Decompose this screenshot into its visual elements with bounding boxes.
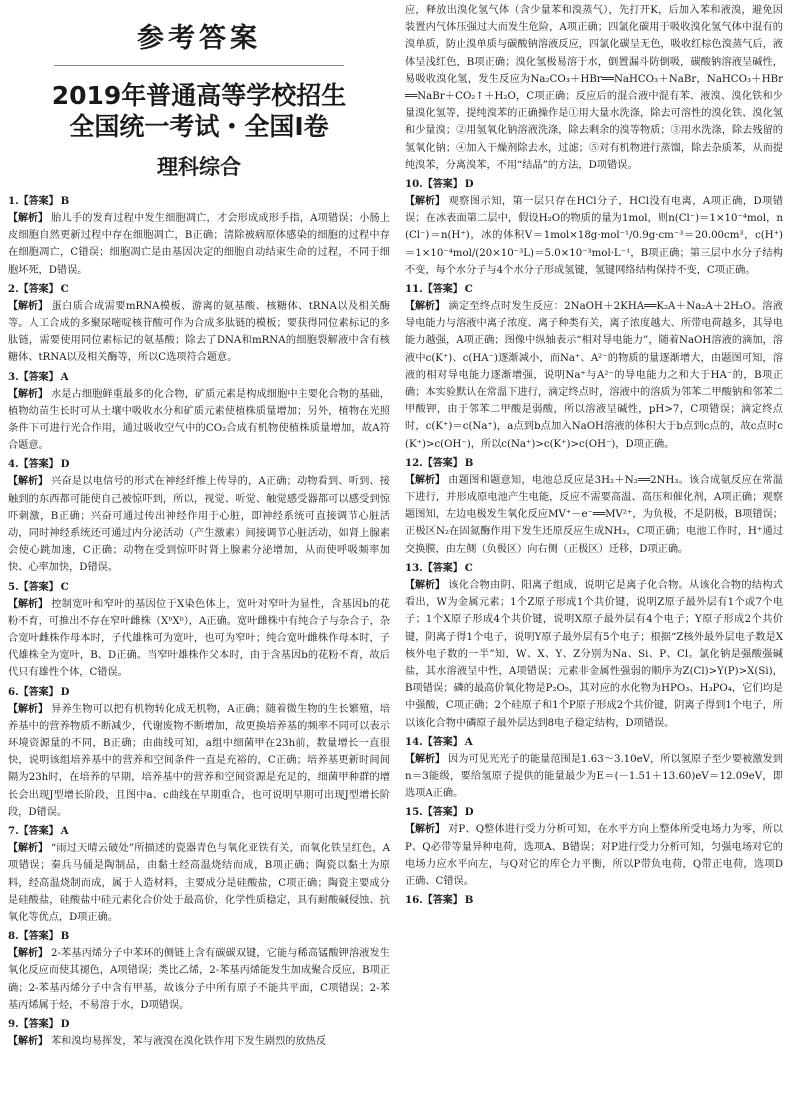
question-item [8,193,390,279]
answer-value: B [60,195,70,207]
analysis-tag: 【解析】 [8,213,48,224]
answer-line [8,928,390,945]
analysis-paragraph [8,945,390,1014]
question-number: 15. [405,806,423,819]
analysis-text: “雨过天晴云破处”所描述的瓷器青色与氧化亚铁有关，而氧化铁呈红色，A项错误；秦兵马俑是陶制品，由黏土经高温烧结而成，B项正确；陶瓷以黏土为原料，经高温烧制而成，属于人造材料，主要成分是硅酸盐，C项正确；陶瓷主要成分是硅酸盐，硅酸盐中硅元素化合价处于最高价，化学性质稳定，具有耐酸碱侵蚀、抗氧化等优点，D项正确。 [8,843,390,923]
analysis-paragraph [405,821,783,890]
analysis-paragraph [8,210,390,279]
answer-value: D [464,178,474,191]
analysis-text: 水是占细胞鲜重最多的化合物，矿质元素是构成细胞中主要化合物的基础，植物幼苗生长时可从土壤中吸收水分和矿质元素使植株质量增加；另外，植物在光照条件下可进行光合作用，通过吸收空气中的CO₂合成有机物使植株质量增加，故A符合题意。 [8,388,390,452]
answer-tag: 【答案】 [18,581,59,593]
answer-tag: 【答案】 [18,196,59,207]
analysis-tag: 【解析】 [405,579,445,591]
answer-tag: 【答案】 [18,931,59,943]
question-item [405,176,783,279]
question-number: 14. [405,735,423,748]
question-number: 12. [405,456,423,469]
analysis-text: 对P、Q整体进行受力分析可知，在水平方向上整体所受电场力为零，所以P、Q必带等量异种电荷，选项A、B错误；对P进行受力分析可知，匀强电场对它的电场力应水平向左，与Q对它的库仑力平衡，所以P带负电荷，Q带正电荷，选项D正确、C错误。 [405,824,783,887]
analysis-paragraph [405,577,783,732]
question-item [8,1016,390,1050]
answer-tag: 【答案】 [422,895,463,907]
analysis-paragraph [405,751,783,803]
analysis-text: 由题图和题意知，电池总反应是3H₂＋N₂══2NH₃。该合成氨反应在常温下进行，并形成原电池产生电能，反应不需要高温、高压和催化剂，A项正确；观察题图知，左边电极发生氧化反应MV⁺－e⁻══MV²⁺，为负极，不是阴极，B项错误；正极区N₂在固氮酶作用下发生还原反应生成NH₃，C项正确；电池工作时，H⁺通过交换膜，由左侧（负极区）向右侧（正极区）迁移，D项正确。 [405,474,783,555]
exam-subject: 理科综合 [157,155,241,179]
analysis-tag: 【解析】 [8,598,48,610]
left-column [8,6,390,1052]
analysis-text: 2-苯基丙烯分子中苯环的侧链上含有碳碳双键，它能与稀高锰酸钾溶液发生氧化反应而使其褪色，A项错误；类比乙烯，2-苯基丙烯能发生加成聚合反应，B项正确；2-苯基丙烯分子中含有甲基，故该分子中所有原子不能共平面，C项错误；2-苯基丙烯属于烃，不易溶于水，D项错误。 [8,948,390,1011]
question-number: 2. [8,282,19,295]
analysis-paragraph [8,1033,390,1050]
answer-line [405,455,783,472]
answer-line [405,804,783,821]
question-number: 8. [8,930,19,943]
answer-line [8,823,390,840]
analysis-paragraph [8,473,390,576]
analysis-text: 兴奋是以电信号的形式在神经纤维上传导的，A正确；动物看到、听到、接触到的东西都可能使自己被惊吓到，所以，视觉、听觉、触觉感受器都可以感受到惊吓刺激，B正确；兴奋可通过传出神经作用于心脏，即神经系统可直接调节心脏活动，同时神经系统还可通过内分泌活动（产生激素）间接调节心脏活动，如肾上腺素会使心跳加速，C正确；动物在受到惊吓时肾上腺素分泌增加，从而使呼吸频率加快、心率加快，D错误。 [8,476,390,574]
question-number: 4. [8,458,19,471]
analysis-tag: 【解析】 [405,753,445,765]
question-number: 16. [405,894,423,907]
analysis-tag: 【解析】 [405,824,445,836]
analysis-tag: 【解析】 [8,843,48,855]
analysis-tag: 【解析】 [8,948,48,960]
right-answer-list [405,176,783,909]
answer-tag: 【答案】 [18,371,59,383]
analysis-paragraph [405,472,783,558]
answer-value: B [464,456,474,469]
answer-line [405,892,783,909]
answer-value: D [60,1017,70,1030]
analysis-text: 该化合物由阴、阳离子组成，说明它是离子化合物。从该化合物的结构式看出，W为金属元素；1个Z原子形成1个共价键，说明Z原子最外层有1个或7个电子；1个X原子形成4个共价键，说明X原子最外层有4个电子；Y原子形成2个共价键，阴离子得1个电子，说明Y原子最外层有5个电子；根据“Z核外最外层电子数是X核外电子数的一半”知，W、X、Y、Z分别为Na、Si、P、Cl。氯化钠是强酸强碱盐，其水溶液呈中性，A项错误；元素非金属性强弱的顺序为Z(Cl)>Y(P)>X(Si)，B项错误；磷的最高价氧化物是P₂O₅，其对应的水化物为HPO₃、H₃PO₄，它们均是中强酸，C项正确；2个硅原子和1个P原子形成2个共价键，阴离子得到1个电子，所以该化合物中磷原子最外层达到8电子稳定结构，D项错误。 [405,579,783,729]
analysis-tag: 【解析】 [8,388,48,400]
answer-line [405,734,783,751]
exam-title-line1: 2019年普通高等学校招生 [51,81,347,110]
answer-tag: 【答案】 [422,284,463,296]
answer-tag: 【答案】 [18,459,59,471]
analysis-tag: 【解析】 [405,196,445,208]
answer-tag: 【答案】 [18,283,59,295]
answer-value: D [60,685,70,698]
exam-title-line2: 全国统一考试・全国Ⅰ卷 [69,112,329,141]
analysis-text: 异养生物可以把有机物转化成无机物，A正确；随着微生物的生长繁殖，培养基中的营养物质不断减少，代谢废物不断增加，故更换培养基的频率不同可以表示环境资源量的不同，B正确；由曲线可知，a组中细菌甲在23h前，数量增长一直很快，说明该组培养基中的营养和空间条件一直是充裕的，C正确；培养基更新时间间隔为23h时，在培养的早期，培养基中的营养和空间资源是充足的，细菌甲种群的增长会出现J型增长阶段，且图中a、c曲线在早期重合，也可说明早期可出现J型增长阶段，D错误。 [8,703,390,818]
question-item [8,369,390,455]
analysis-tag: 【解析】 [405,301,445,313]
document-header [8,6,390,181]
question-number: 9. [8,1017,19,1030]
analysis-text: 滴定至终点时发生反应：2NaOH＋2KHA══K₂A＋Na₂A＋2H₂O。溶液导电能力与溶液中离子浓度、离子种类有关，离子浓度越大、所带电荷越多，其导电能力越强，A项正确；图像中纵轴表示“相对导电能力”，随着NaOH溶液的滴加，溶液中c(K⁺)、c(HA⁻)逐渐减小，而Na⁺、A²⁻的物质的量逐渐增大，由题图可知，溶液的相对导电能力逐渐增强，说明Na⁺与A²⁻的导电能力之和大于HA⁻的，B项正确；本实验默认在常温下进行，滴定终点时，溶液中的溶质为邻苯二甲酸钠和邻苯二甲酸钾，由于邻苯二甲酸是弱酸，所以溶液呈碱性，pH>7，C项错误；滴定终点时，c(K⁺)＝c(Na⁺)，a点到b点加入NaOH溶液的体积大于b点到c点的，故c点时c(K⁺)>c(OH⁻)，所以c(Na⁺)>c(K⁺)>c(OH⁻)，D项正确。 [405,301,783,450]
analysis-text: 观察图示知，第一层只存在HCl分子，HCl没有电离，A项正确，D项错误；在冰表面第二层中，假设H₂O的物质的量为1mol，则n(Cl⁻)＝1×10⁻⁴mol，n(Cl⁻)＝n(H⁺)，冰的体积V＝1mol×18g·mol⁻¹/0.9g·cm⁻³＝20.00cm³，c(H⁺)＝1×10⁻⁴mol/(20×10⁻³L)＝5.0×10⁻³mol·L⁻¹，B项正确；第三层中水分子结构不变，每个水分子与4个水分子形成氢键，氢键网络结构保持不变，C项正确。 [405,196,783,276]
answer-value: A [60,825,69,838]
answer-line [405,176,783,193]
question-number: 5. [8,580,19,593]
question-number: 7. [8,825,19,838]
analysis-paragraph [405,193,783,279]
question-number: 1. [8,195,19,207]
answer-value: A [464,735,473,748]
question-item [405,560,783,732]
answer-value: C [464,561,473,574]
answer-line [8,1016,390,1033]
question-number: 11. [405,283,423,296]
answer-value: B [464,894,474,907]
analysis-text: 因为可见光光子的能量范围是1.63～3.10eV，所以氢原子至少要被激发到n＝3能级，要给氢原子提供的能量最少为E＝(－1.51＋13.60)eV＝12.09eV，即选项A正确。 [405,753,783,800]
answer-value: C [60,580,69,593]
analysis-paragraph [8,596,390,682]
question-item [405,804,783,890]
answer-value: C [60,282,69,295]
answer-tag: 【答案】 [422,736,463,748]
question-item [405,734,783,803]
answer-value: A [60,370,69,383]
answer-line [405,281,783,298]
page-title: 参考答案 [137,23,261,54]
title-divider [54,65,344,66]
question-item [8,684,390,821]
answer-tag: 【答案】 [422,179,463,191]
question-item [8,579,390,682]
answer-line [405,560,783,577]
answer-value: D [464,806,474,819]
answer-value: C [464,283,473,296]
answer-tag: 【答案】 [18,826,59,838]
analysis-tag: 【解析】 [8,703,48,715]
analysis-tag: 【解析】 [405,474,445,486]
answer-line [8,193,390,210]
analysis-paragraph [405,298,783,453]
analysis-text: 胎儿手的发育过程中发生细胞凋亡，才会形成成形手指，A项错误；小肠上皮细胞自然更新过程中存在细胞凋亡，B正确；清除被病原体感染的细胞的过程中存在细胞凋亡，C错误；细胞凋亡是由基因决定的细胞自动结束生命的过程，不同于细胞坏死，D错误。 [8,213,390,276]
answer-line [8,684,390,701]
answer-value: B [60,930,70,943]
question-item [405,455,783,558]
question-number: 3. [8,370,19,383]
answer-tag: 【答案】 [422,457,463,469]
analysis-paragraph [8,298,390,367]
answer-tag: 【答案】 [18,1018,59,1030]
answer-tag: 【答案】 [422,562,463,574]
analysis-tag: 【解析】 [8,300,48,312]
question-item [8,928,390,1014]
analysis-text: 蛋白质合成需要mRNA模板、游离的氨基酸、核糖体、tRNA以及相关酶等。人工合成的多聚尿嘧啶核苷酸可作为合成多肽链的模板；要获得同位素标记的多肽链，需要使用同位素标记的氨基酸；除去了DNA和mRNA的细胞裂解液中含有核糖体、tRNA以及相关酶等，所以C选项符合题意。 [8,300,390,364]
analysis-text: 苯和溴均易挥发，苯与液溴在溴化铁作用下发生剧烈的放热反 [51,1035,327,1047]
answer-value: D [60,458,70,471]
analysis-paragraph [8,701,390,821]
question-item [8,456,390,576]
analysis-paragraph [8,386,390,455]
question-item [8,823,390,926]
question-number: 10. [405,178,423,191]
analysis-tag: 【解析】 [8,476,48,488]
answer-line [8,456,390,473]
answer-tag: 【答案】 [422,807,463,819]
answer-line [8,281,390,298]
question-item [405,892,783,909]
answer-line [8,579,390,596]
analysis-text: 控制宽叶和窄叶的基因位于X染色体上，宽叶对窄叶为显性，含基因b的花粉不育，可推出不存在窄叶雌株（XᵇXᵇ），A正确。宽叶雌株中有纯合子与杂合子，杂合宽叶雌株作母本时，子代雄株可为宽叶，也可为窄叶；纯合宽叶雌株作母本时，子代雄株全为宽叶，B、D正确。当窄叶雄株作父本时，由于含基因b的花粉不育，故后代只有雄性个体，C错误。 [8,598,390,679]
left-answer-list [8,193,390,1050]
analysis-paragraph [8,840,390,926]
right-column [405,2,783,911]
question-item [405,281,783,453]
answer-tag: 【答案】 [18,686,59,698]
question-item [8,281,390,367]
question-9-analysis-continued: 应，释放出溴化氢气体（含少量苯和溴蒸气），先打开K，后加入苯和液溴，避免因装置内气体压强过大而发生危险，A项正确；四氯化碳用于吸收溴化氢气体中混有的溴单质，防止溴单质与碳酸钠溶液反应，四氯化碳呈无色，吸收红棕色溴蒸气后，液体呈浅红色，B项正确；溴化氢极易溶于水，倒置漏斗防倒吸，碳酸钠溶液呈碱性，易吸收溴化氢，发生反应为Na₂CO₃＋HBr══NaHCO₃＋NaBr，NaHCO₃＋HBr══NaBr＋CO₂↑＋H₂O，C项正确；反应后的混合液中混有苯、液溴、溴化铁和少量溴化氢等，提纯溴苯的正确操作是①用大量水洗涤，除去可溶性的溴化铁、溴化氢和少量溴；②用氢氧化钠溶液洗涤，除去剩余的溴等物质；③用水洗涤，除去残留的氢氧化钠；④加入干燥剂除去水，过滤；⑤对有机物进行蒸馏，除去杂质苯，从而提纯溴苯，分离溴苯，不用“结晶”的方法，D项错误。 [405,5,783,171]
question-number: 6. [8,685,19,698]
question-number: 13. [405,561,423,574]
answer-line [8,369,390,386]
analysis-tag: 【解析】 [8,1035,48,1047]
